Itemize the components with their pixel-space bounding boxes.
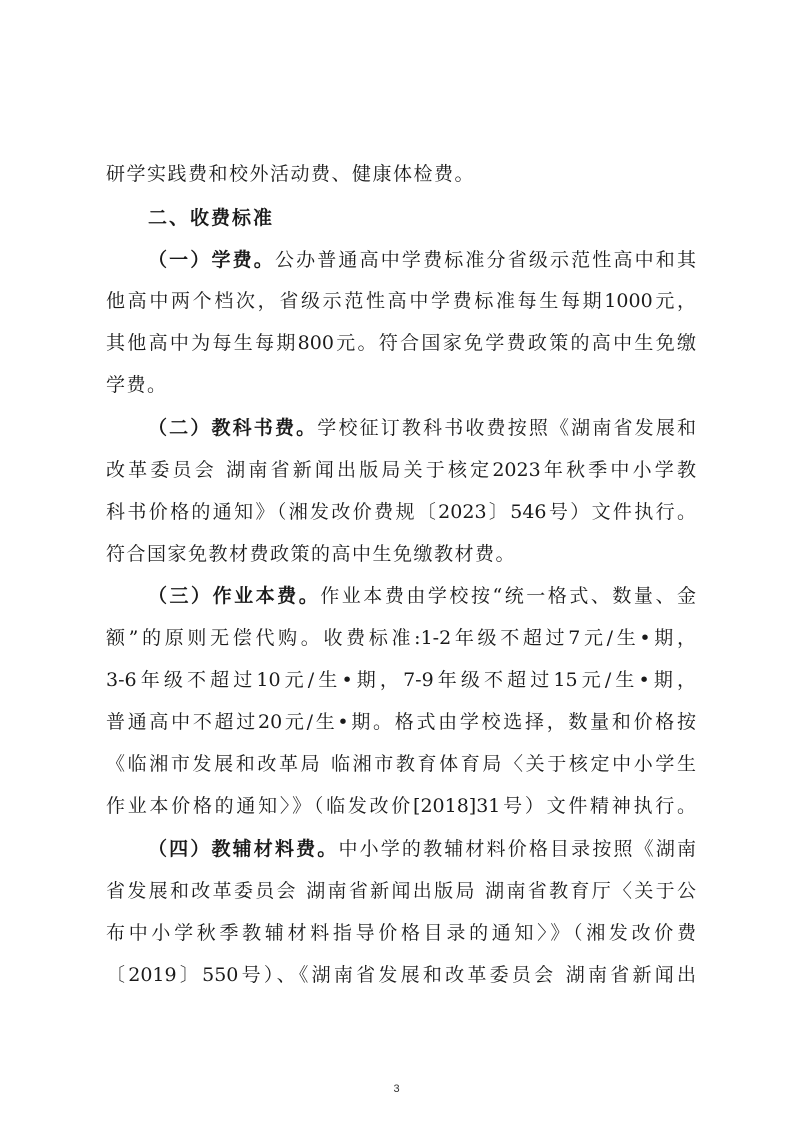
- paragraph-workbook-line-1: [148, 576, 696, 616]
- text-line-4: 他高中两个档次，省级示范性高中学费标准每生每期1000元，: [106, 290, 696, 312]
- tuition-text: 公办普通高中学费标准分省级示范性高中和其: [274, 249, 696, 271]
- paragraph-textbook-line-1: [148, 408, 696, 448]
- teaching-aids-text: 中小学的教辅材料价格目录按照《湖南: [338, 838, 696, 860]
- paragraph-teaching-aids-line-1: [148, 829, 696, 869]
- text-line-8: 改革委员会 湖南省新闻出版局关于核定2023年秋季中小学教: [106, 459, 696, 481]
- teaching-aids-heading: （四）教辅材料费。: [148, 838, 339, 860]
- text-line-18: 省发展和改革委员会 湖南省新闻出版局 湖南省教育厅〈关于公: [106, 880, 696, 902]
- workbook-heading: （三）作业本费。: [148, 585, 321, 607]
- text-line-12: 额”的原则无偿代购。收费标准:1-2年级不超过7元/生•期，: [106, 627, 696, 649]
- text-line-9: 科书价格的通知》（湘发改价费规〔2023〕546号）文件执行。: [106, 501, 696, 523]
- tuition-heading: （一）学费。: [148, 249, 275, 271]
- text-line-5: 其他高中为每生每期800元。符合国家免学费政策的高中生免缴: [106, 332, 696, 354]
- text-line-16: 作业本价格的通知〉》（临发改价[2018]31号）文件精神执行。: [106, 795, 696, 817]
- text-line-19: 布中小学秋季教辅材料指导价格目录的通知〉》（湘发改价费: [106, 922, 696, 944]
- text-line-1: 研学实践费和校外活动费、健康体检费。: [106, 163, 476, 185]
- text-line-14: 普通高中不超过20元/生•期。格式由学校选择，数量和价格按: [106, 711, 696, 733]
- textbook-text: 学校征订教科书收费按照《湖南省发展和: [317, 417, 696, 439]
- paragraph-tuition-line-1: [148, 240, 696, 280]
- workbook-text: 作业本费由学校按“统一格式、数量、金: [320, 585, 696, 607]
- section-heading: 二、收费标准: [148, 207, 275, 229]
- textbook-heading: （二）教科书费。: [148, 417, 318, 439]
- text-line-6: 学费。: [106, 374, 168, 396]
- text-line-13: 3-6年级不超过10元/生•期，7-9年级不超过15元/生•期，: [106, 669, 696, 691]
- text-line-20: 〔2019〕550号）、《湖南省发展和改革委员会 湖南省新闻出: [106, 964, 696, 986]
- page-number: 3: [393, 1083, 400, 1095]
- text-line-10: 符合国家免教材费政策的高中生免缴教材费。: [106, 543, 517, 565]
- text-line-15: 《临湘市发展和改革局 临湘市教育体育局〈关于核定中小学生: [106, 753, 696, 775]
